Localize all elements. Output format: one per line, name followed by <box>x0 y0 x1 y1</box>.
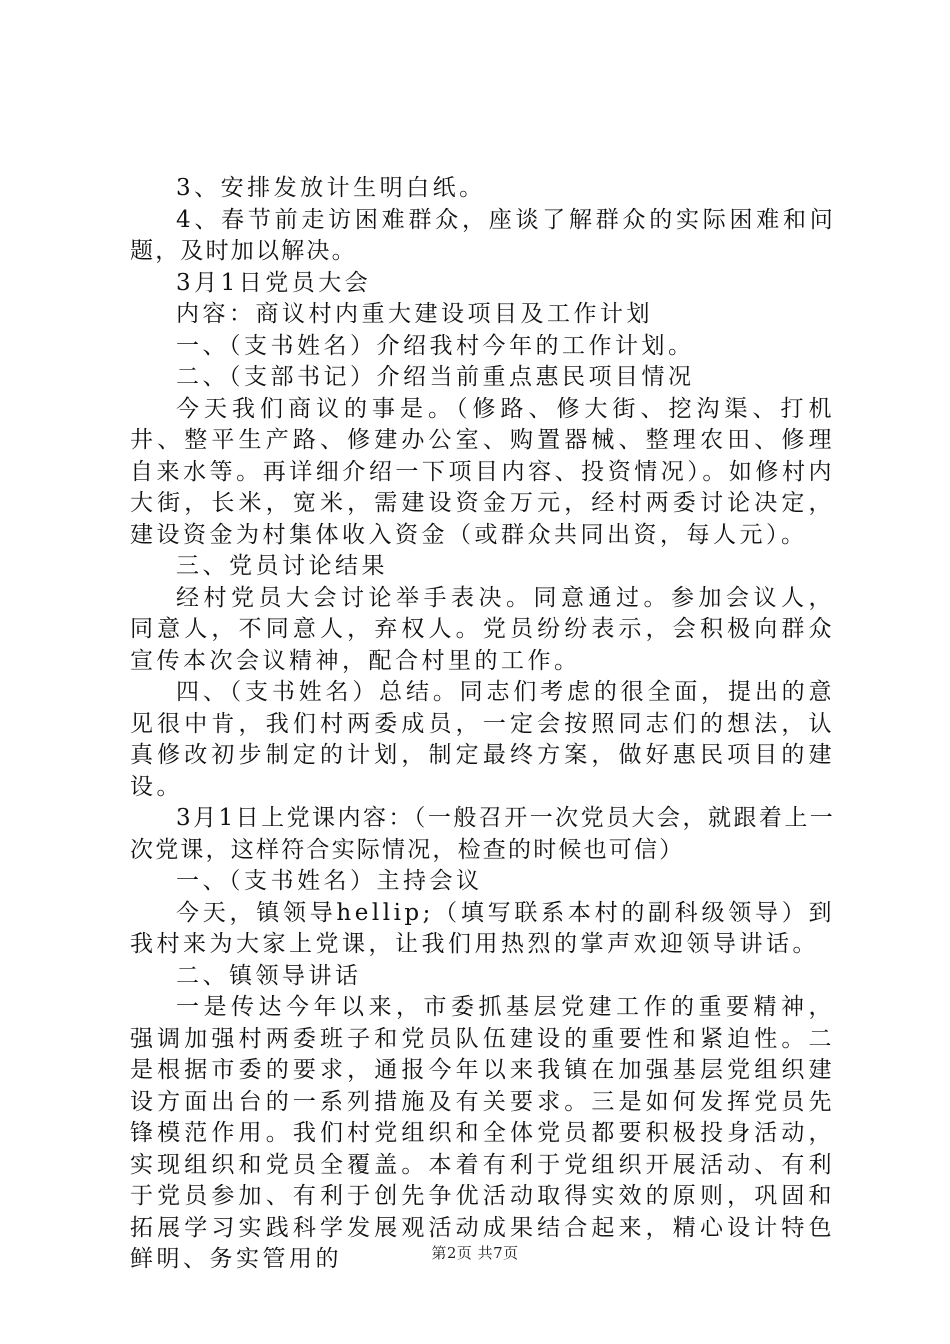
vote-result: 经村党员大会讨论举手表决。同意通过。参加会议人，同意人，不同意人，弃权人。党员纷纷表示，会积极向群众宣传本次会议精神，配合村里的工作。 <box>130 584 835 674</box>
lesson-item-2: 二、镇领导讲话 <box>176 962 362 989</box>
page-number-footer: 第2页 共7页 <box>431 1244 519 1262</box>
agenda-item-2: 二、（支部书记）介绍当前重点惠民项目情况 <box>176 364 695 390</box>
agenda-item-3: 三、党员讨论结果 <box>176 553 388 579</box>
lesson-intro: 今天，镇领导hellip;（填写联系本村的副科级领导）到我村来为大家上党课，让我们用热烈的掌声欢迎领导讲话。 <box>130 899 835 957</box>
project-description: 今天我们商议的事是。（修路、修大街、挖沟渠、打机井、整平生产路、修建办公室、购置器械、整理农田、修理自来水等。再详细介绍一下项目内容、投资情况）。如修村内大街，长米，宽米，需建设资金万元，经村两委讨论决定，建设资金为村集体收入资金（或群众共同出资，每人元）。 <box>130 395 835 548</box>
summary-paragraph: 四、（支书姓名）总结。同志们考虑的很全面，提出的意见很中肯，我们村两委成员，一定会按照同志们的想法，认真修改初步制定的计划，制定最终方案，做好惠民项目的建设。 <box>130 679 835 800</box>
paragraph-item-4: 4、春节前走访困难群众，座谈了解群众的实际困难和问题，及时加以解决。 <box>130 206 835 264</box>
paragraph-item-3: 3、安排发放计生明白纸。 <box>176 175 486 201</box>
lesson-item-1: 一、（支书姓名）主持会议 <box>176 868 483 894</box>
party-lesson-heading: 3月1日上党课内容：（一般召开一次党员大会，就跟着上一次党课，这样符合实际情况，检查的时候也可信） <box>130 805 835 863</box>
document-body <box>130 173 835 1276</box>
leader-speech: 一是传达今年以来，市委抓基层党建工作的重要精神，强调加强村两委班子和党员队伍建设的重要性和紧迫性。二是根据市委的要求，通报今年以来我镇在加强基层党组织建设方面出台的一系列措施及有关要求。三是如何发挥党员先锋模范作用。我们村党组织和全体党员都要积极投身活动，实现组织和党员全覆盖。本着有利于党组织开展活动、有利于党员参加、有利于创先争优活动取得实效的原则，巩固和拓展学习实践科学发展观活动成果结合起来，精心设计特色鲜明、务实管用的 <box>130 994 835 1272</box>
meeting-content-line: 内容：商议村内重大建设项目及工作计划 <box>176 301 653 327</box>
agenda-item-1: 一、（支书姓名）介绍我村今年的工作计划。 <box>176 332 695 359</box>
meeting-heading: 3月1日党员大会 <box>176 269 372 296</box>
